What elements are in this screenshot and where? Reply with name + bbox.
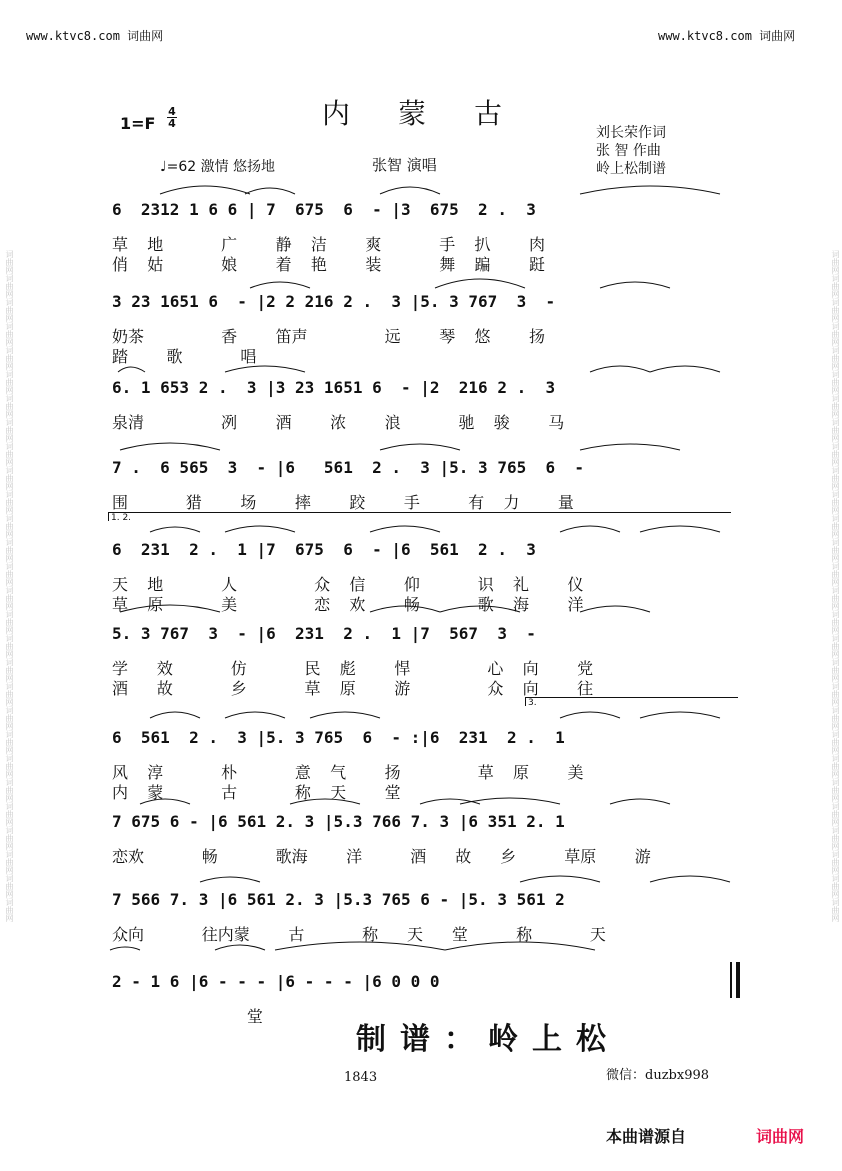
singer: 张智 演唱 (372, 156, 437, 174)
slur (640, 712, 720, 718)
slur (445, 942, 595, 950)
slur (110, 947, 140, 950)
slur (610, 799, 670, 804)
slur (160, 186, 250, 194)
lyric-line: 泉清 冽 酒 浓 浪 驰 骏 马 (112, 413, 565, 432)
slur (120, 605, 220, 612)
source-brand[interactable]: 词曲网 (756, 1127, 805, 1146)
notation-row: 6 231 2 . 1 |7 675 6 - |6 561 2 . 3 (112, 540, 546, 559)
site-watermark-left: www.ktvc8.com 词曲网 (26, 29, 164, 43)
lyric-line: 天 地 人 众 信 仰 识 礼 仪 (112, 575, 584, 594)
wechat-contact: 微信：duzbx998 (606, 1068, 710, 1083)
slur (120, 443, 220, 450)
slur (290, 799, 360, 804)
lyric-line: 酒 故 乡 草 原 游 众 向 往 (112, 679, 594, 698)
slur (520, 876, 600, 882)
volta-third-ending: 3. (525, 697, 738, 706)
site-watermark-right: www.ktvc8.com 词曲网 (658, 29, 796, 43)
slur (650, 876, 730, 882)
lyric-line: 踏 歌 唱 (112, 347, 257, 366)
lyric-line: 草 原 美 恋 欢 畅 歌 海 洋 (112, 595, 584, 614)
slur (440, 606, 520, 612)
slur (560, 712, 620, 718)
volta-first-ending: 1. 2. (108, 512, 731, 521)
slur (370, 606, 440, 612)
page-number: 1843 (344, 1070, 378, 1085)
slur (118, 367, 145, 372)
slur (380, 444, 460, 450)
composer: 张 智 作曲 (596, 143, 661, 159)
lyric-line: 围 猎 场 摔 跤 手 有 力 量 (112, 493, 574, 512)
slur (245, 188, 295, 194)
lyric-line: 风 淳 朴 意 气 扬 草 原 美 (112, 763, 584, 782)
lyric-line: 俏 姑 娘 着 艳 装 舞 蹁 跹 (112, 255, 545, 274)
notation-row: 7 675 6 - |6 561 2. 3 |5.3 766 7. 3 |6 351 2. 1 (112, 812, 575, 831)
lyric-line: 奶茶 香 笛声 远 琴 悠 扬 (112, 327, 545, 346)
notation-row: 7 566 7. 3 |6 561 2. 3 |5.3 765 6 - |5. 3 561 2 (112, 890, 575, 909)
slur (580, 606, 650, 612)
song-title: 内蒙古 (322, 97, 551, 130)
slur (580, 444, 680, 450)
slur (215, 945, 265, 950)
notation-row: 6 561 2 . 3 |5. 3 765 6 - :|6 231 2 . 1 (112, 728, 575, 747)
slur (640, 526, 720, 532)
notation-row: 6. 1 653 2 . 3 |3 23 1651 6 - |2 216 2 . 3 (112, 378, 565, 397)
slur (140, 799, 190, 804)
slur (460, 798, 560, 804)
notation-row: 2 - 1 6 |6 - - - |6 - - - |6 0 0 0 (112, 972, 450, 991)
notation-row: 3 23 1651 6 - |2 2 216 2 . 3 |5. 3 767 3 - (112, 292, 565, 311)
lyric-line: 内 蒙 古 称 天 堂 (112, 783, 401, 802)
slur (150, 712, 200, 718)
slur (250, 282, 310, 288)
slur (580, 186, 720, 194)
lyric-line: 堂 (112, 1007, 263, 1026)
slur (275, 942, 445, 950)
slur (310, 712, 380, 718)
slur (200, 877, 260, 882)
notation-row: 6 2312 1 6 6 | 7 675 6 - |3 675 2 . 3 (112, 200, 546, 219)
slur (225, 366, 305, 372)
slur (650, 366, 720, 372)
arranger: 岭上松制谱 (596, 161, 666, 177)
slur (600, 282, 670, 288)
lyric-line: 学 效 仿 民 彪 悍 心 向 党 (112, 659, 594, 678)
key-signature: 1=F (120, 114, 156, 133)
lyric-line: 众向 往内蒙 古 称 天 堂 称 天 (112, 925, 606, 944)
time-signature-denominator: 4 (168, 117, 176, 130)
lyric-line: 恋欢 畅 歌海 洋 酒 故 乡 草原 游 (112, 847, 651, 866)
slur (435, 279, 525, 288)
time-signature-numerator: 4 (168, 105, 176, 118)
slur (225, 526, 295, 532)
slur (225, 712, 285, 718)
tempo-marking: ♩=62 激情 悠扬地 (160, 159, 276, 175)
source-label: 本曲谱源自 (606, 1127, 687, 1146)
notation-row: 7 . 6 565 3 - |6 561 2 . 3 |5. 3 765 6 - (112, 458, 594, 477)
arranger-signature: 制谱：岭上松 (356, 1022, 620, 1057)
notation-row: 5. 3 767 3 - |6 231 2 . 1 |7 567 3 - (112, 624, 546, 643)
slur (150, 527, 200, 532)
edge-watermark-right: 词曲网词曲网词曲网词曲网词曲网词曲网词曲网词曲网词曲网词曲网词曲网词曲网词曲网词曲网词曲网词曲网词曲网词曲网词曲网词曲网词曲网词曲网词曲网词曲网词曲网词曲网词曲网词曲网 (831, 249, 840, 922)
slur (590, 366, 650, 372)
slur (560, 526, 620, 532)
lyricist: 刘长荣作词 (596, 125, 666, 141)
lyric-line: 草 地 广 静 洁 爽 手 扒 肉 (112, 235, 545, 254)
slur (370, 526, 440, 532)
edge-watermark-left: 词曲网词曲网词曲网词曲网词曲网词曲网词曲网词曲网词曲网词曲网词曲网词曲网词曲网词曲网词曲网词曲网词曲网词曲网词曲网词曲网词曲网词曲网词曲网词曲网词曲网词曲网词曲网词曲网 (5, 249, 14, 922)
slur (380, 187, 440, 194)
